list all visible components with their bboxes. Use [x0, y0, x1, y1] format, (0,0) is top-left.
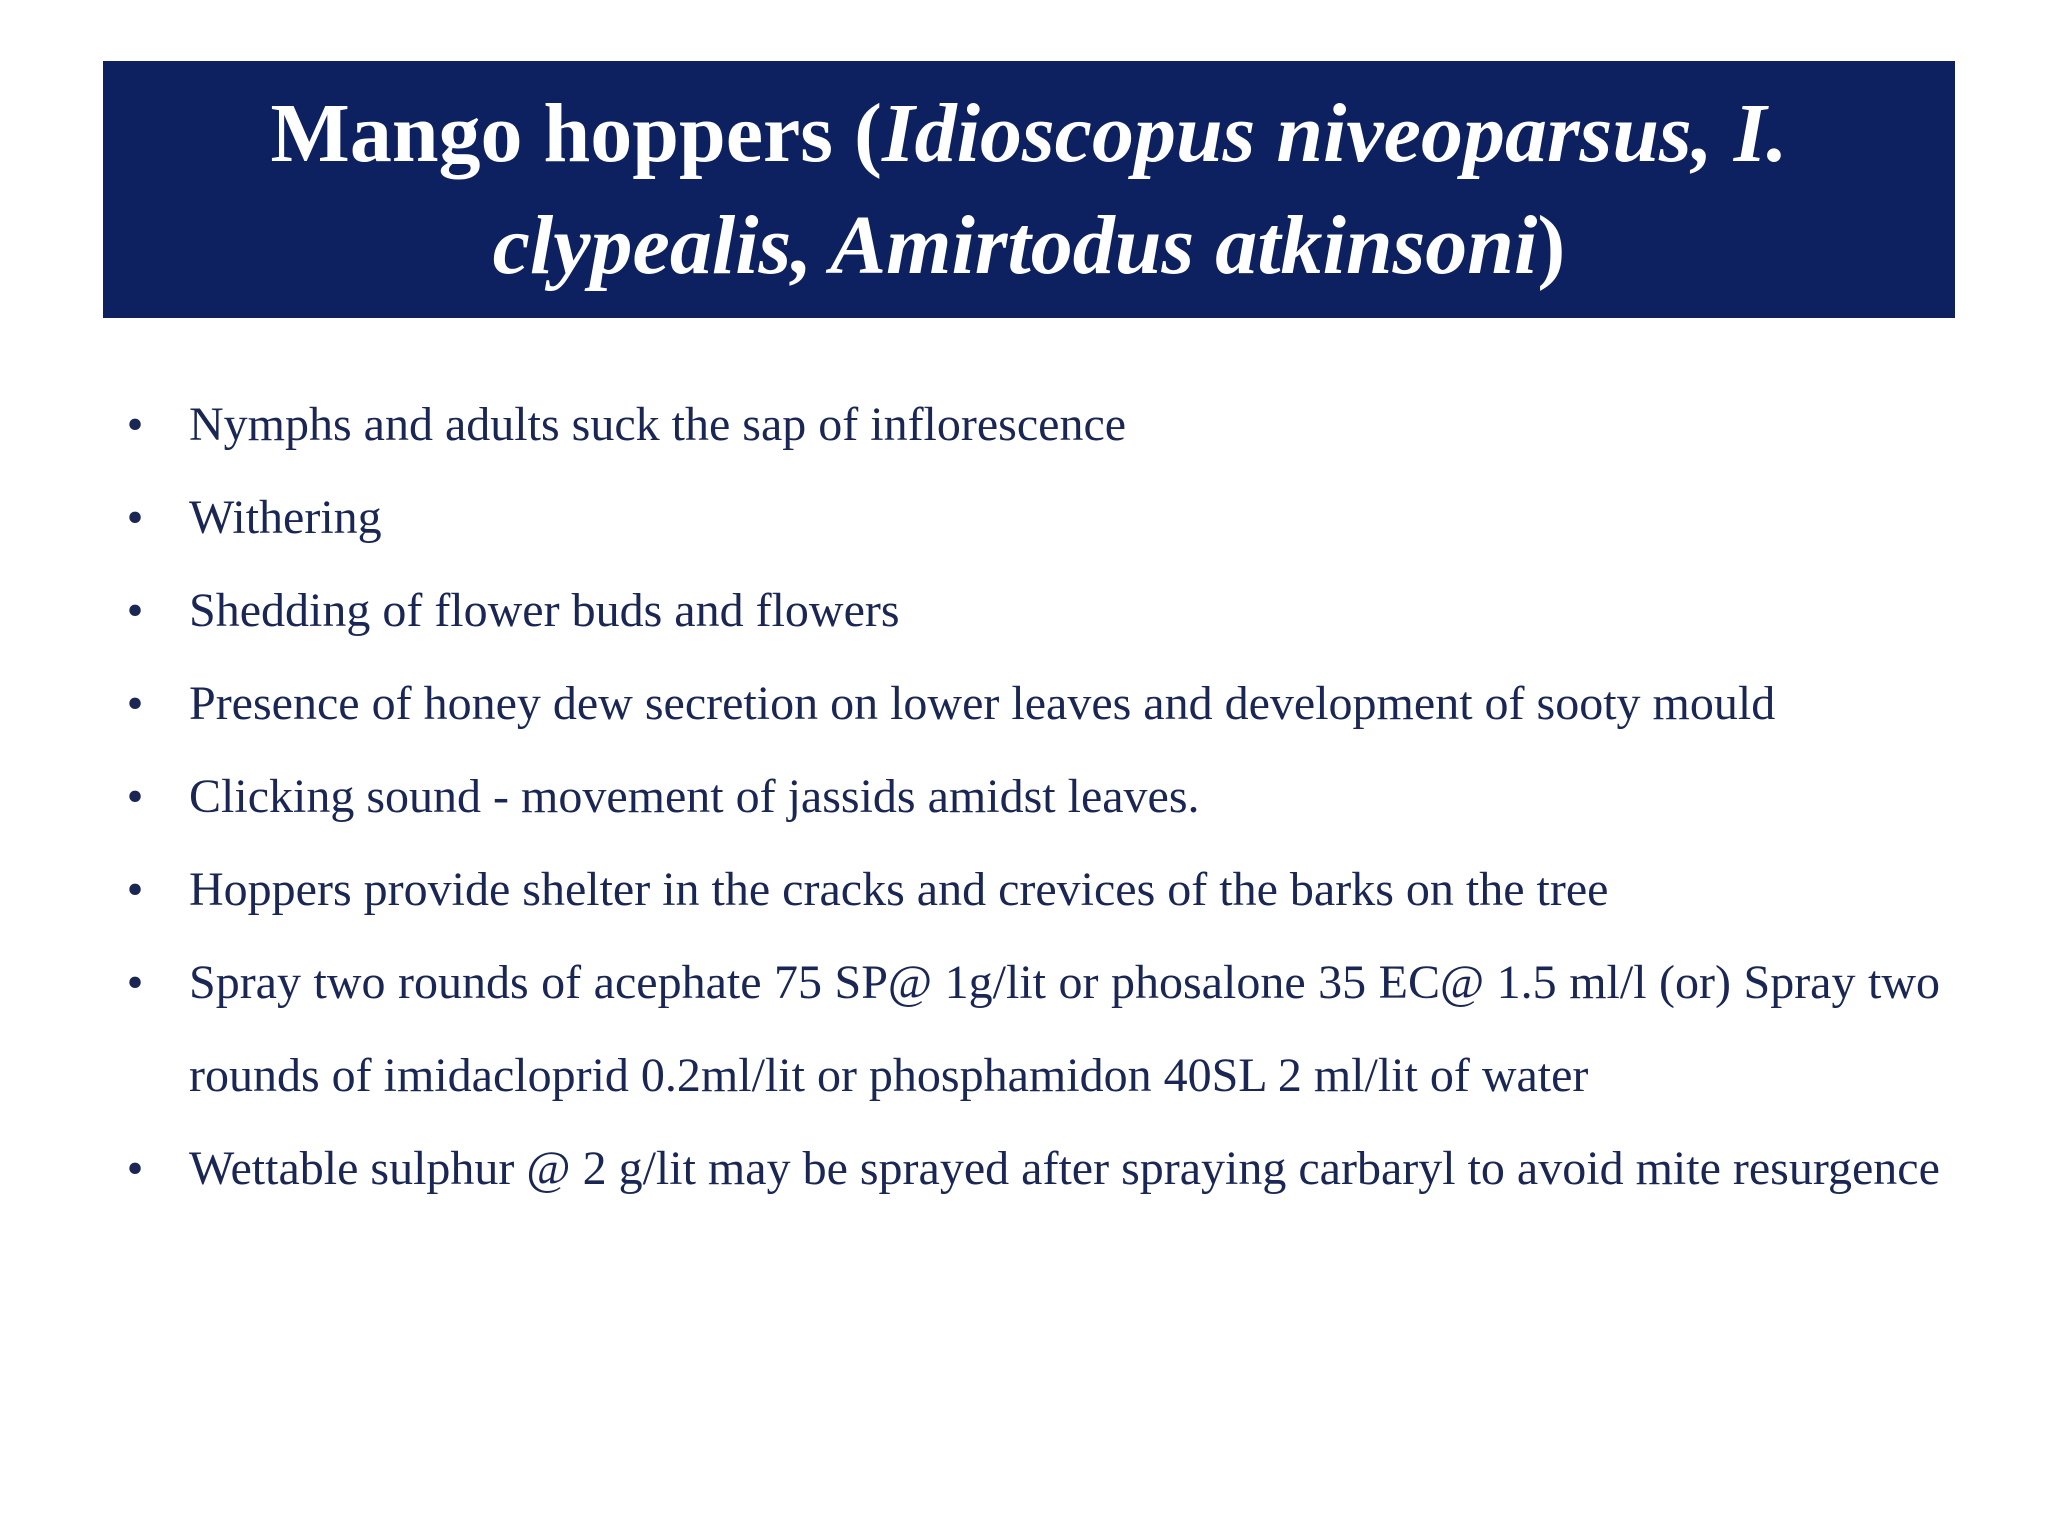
- list-item: [120, 1122, 1940, 1215]
- title-text-part-2: ): [1537, 198, 1566, 292]
- bullet-text: Shedding of flower buds and flowers: [189, 584, 900, 637]
- bullet-icon: •: [126, 398, 144, 451]
- bullet-text: Withering: [189, 491, 382, 544]
- title-banner: [103, 61, 1955, 318]
- bullet-icon: •: [126, 863, 144, 916]
- list-item: [120, 378, 1940, 471]
- bullet-icon: •: [126, 1142, 144, 1195]
- title-species-names-1: Idioscopus niveoparsus, I.: [881, 86, 1788, 180]
- list-item: [120, 564, 1940, 657]
- bullet-text: Spray two rounds of acephate 75 SP@ 1g/lit or phosalone 35 EC@ 1.5 ml/l (or) Spray two rounds of imidacloprid 0.2ml/lit or phosphamidon 40SL 2 ml/lit of water: [189, 956, 1940, 1102]
- list-item: [120, 843, 1940, 936]
- bullet-text: Presence of honey dew secretion on lower leaves and development of sooty mould: [189, 677, 1776, 730]
- bullet-icon: •: [126, 584, 144, 637]
- bullet-text: Hoppers provide shelter in the cracks and crevices of the barks on the tree: [189, 863, 1609, 916]
- bullet-icon: •: [126, 491, 144, 544]
- list-item: [120, 657, 1940, 750]
- list-item: [120, 750, 1940, 843]
- title-text-part-1: Mango hoppers (: [270, 86, 882, 180]
- title-line-1: [271, 78, 1788, 190]
- title-line-2: [271, 190, 1788, 302]
- list-item: [120, 471, 1940, 564]
- list-item: [120, 936, 1940, 1122]
- bullet-text: Clicking sound - movement of jassids amidst leaves.: [189, 770, 1200, 823]
- bullet-text: Nymphs and adults suck the sap of inflorescence: [189, 398, 1127, 451]
- bullet-text: Wettable sulphur @ 2 g/lit may be sprayed after spraying carbaryl to avoid mite resurgence: [189, 1142, 1940, 1195]
- slide-title: [271, 78, 1788, 302]
- bullet-icon: •: [126, 956, 144, 1009]
- bullet-icon: •: [126, 770, 144, 823]
- title-species-names-2: clypealis, Amirtodus atkinsoni: [492, 198, 1538, 292]
- bullet-icon: •: [126, 677, 144, 730]
- bullet-list: [120, 378, 1940, 1215]
